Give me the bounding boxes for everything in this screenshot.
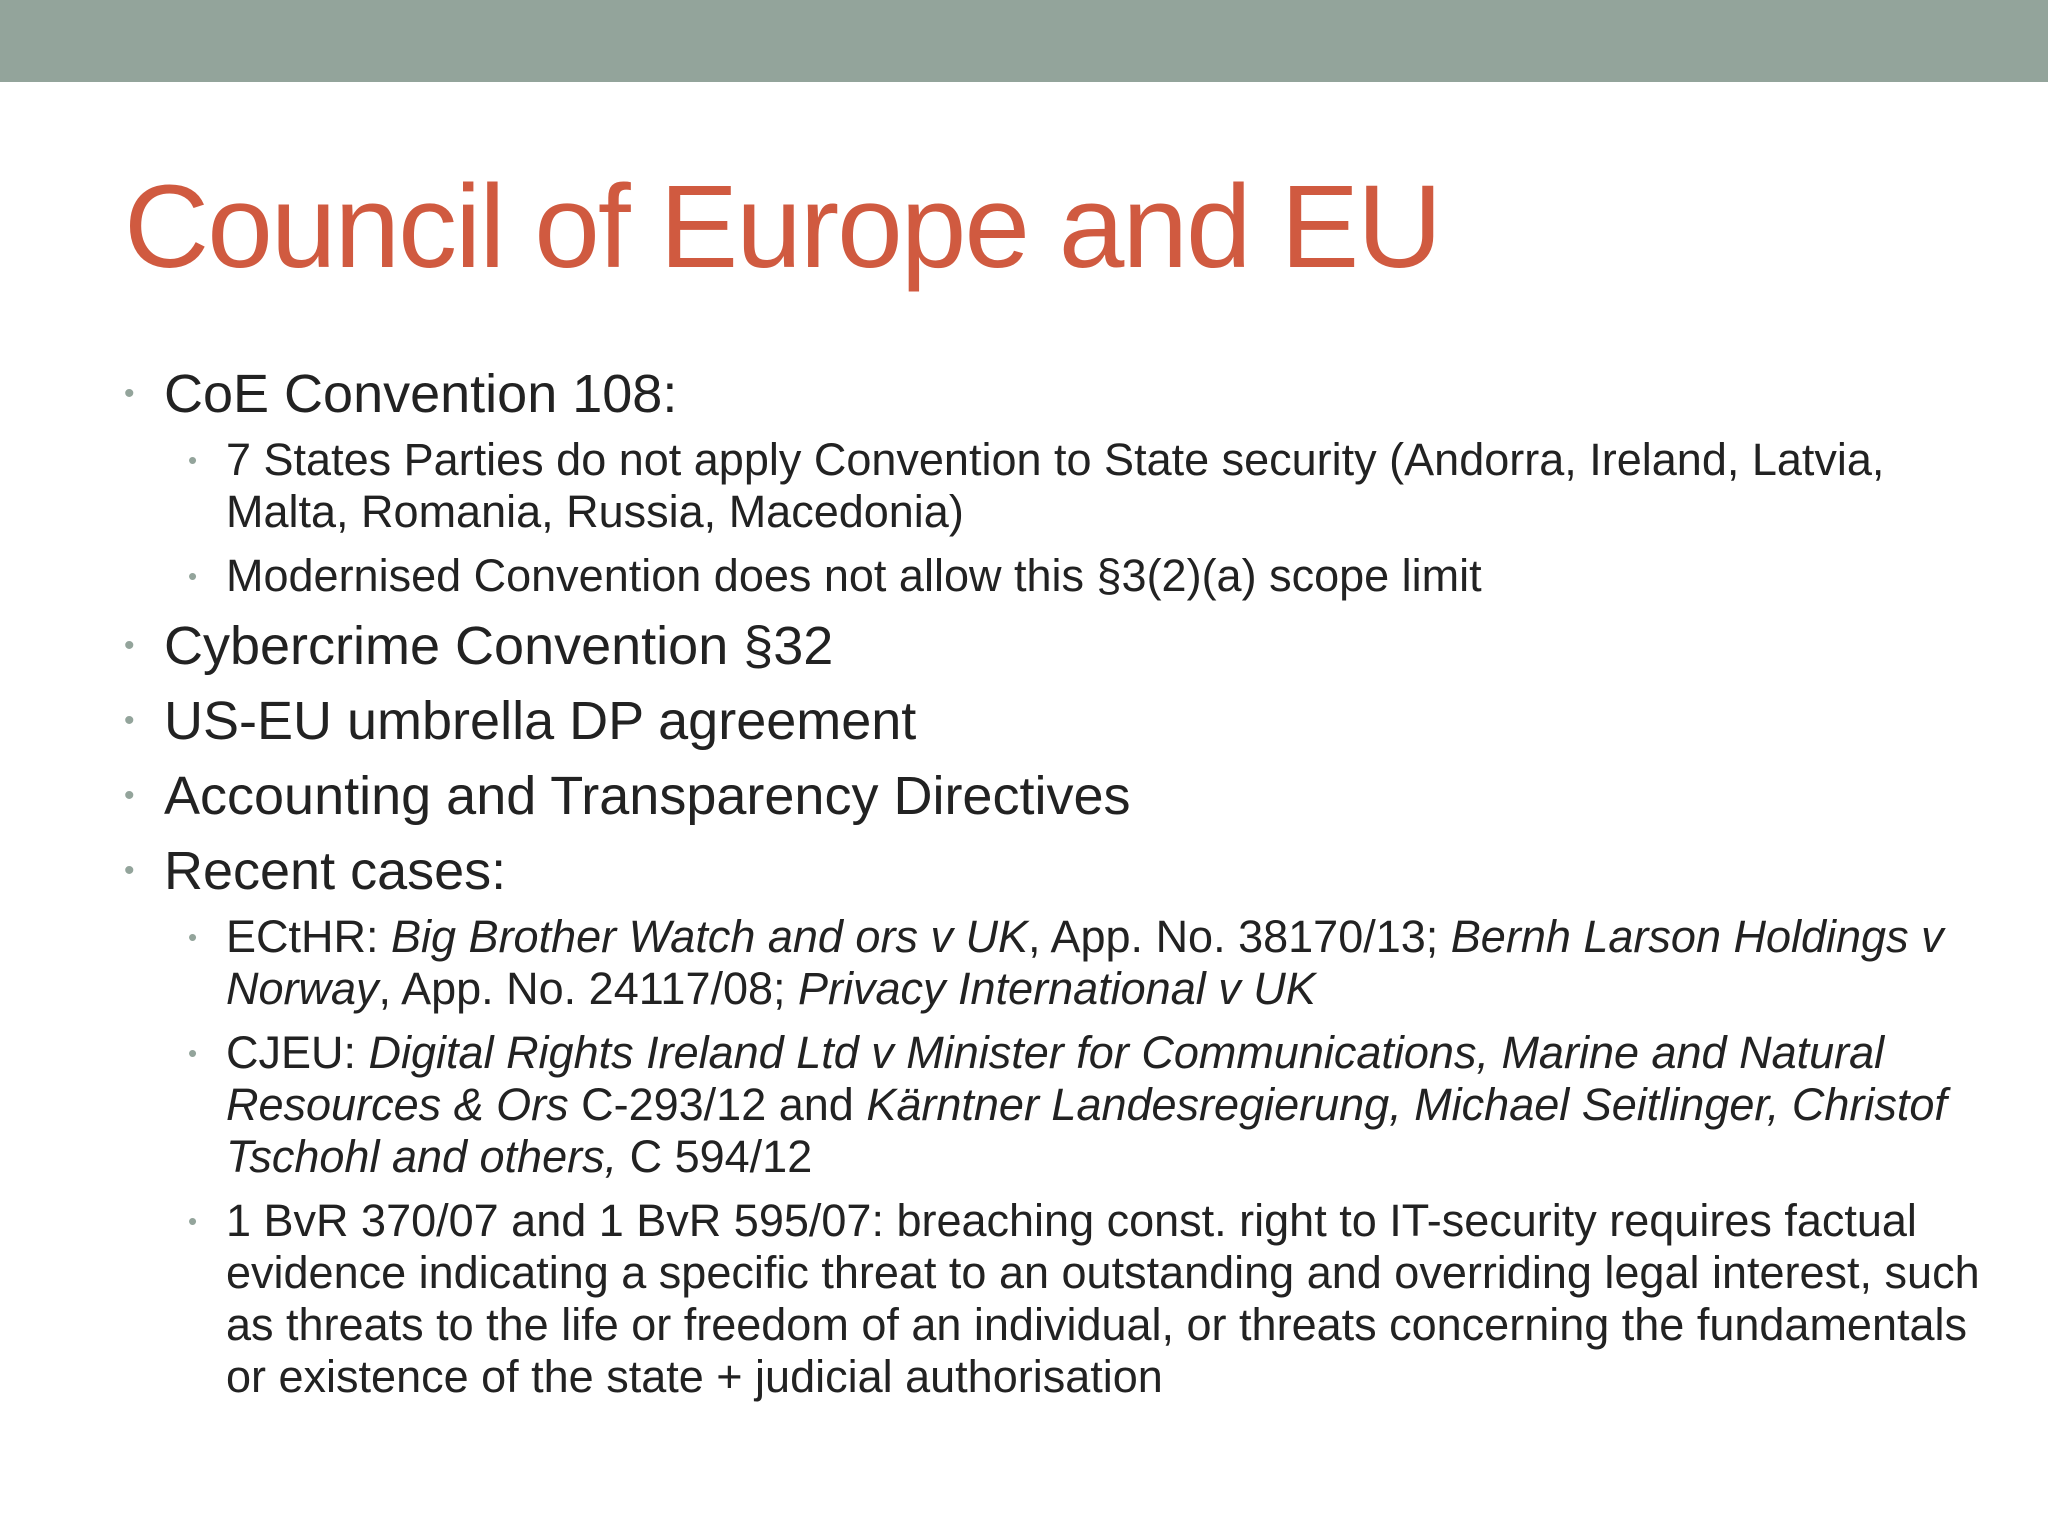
bullet-list bbox=[124, 362, 2004, 1403]
slide-content bbox=[124, 362, 2004, 1415]
sub-item-modernised-convention bbox=[164, 550, 2004, 602]
bullet-icon: • bbox=[188, 1038, 198, 1068]
top-accent-bar bbox=[0, 0, 2048, 82]
list-item-text: CoE Convention 108: bbox=[164, 364, 678, 424]
bullet-icon: • bbox=[124, 779, 135, 812]
bullet-icon: • bbox=[188, 1206, 198, 1236]
case-name: Digital Rights Ireland Ltd v Minister for Communications, Marine and Natural Resources & Ors bbox=[226, 1027, 1885, 1130]
case-name: Big Brother Watch and ors v UK bbox=[391, 911, 1028, 962]
list-item-text: Cybercrime Convention §32 bbox=[164, 616, 834, 676]
sub-item-bvr-decision bbox=[164, 1195, 2004, 1403]
sub-list bbox=[164, 434, 2004, 602]
sub-item-text: 7 States Parties do not apply Convention to State security (Andorra, Ireland, Latvia, Malta, Romania, Russia, Macedonia) bbox=[226, 434, 1885, 537]
list-item-accounting-directives bbox=[124, 764, 2004, 828]
list-item-text: US-EU umbrella DP agreement bbox=[164, 691, 917, 751]
sub-list bbox=[164, 911, 2004, 1403]
bullet-icon: • bbox=[124, 854, 135, 887]
case-reference: , App. No. 24117/08; bbox=[378, 963, 799, 1014]
bullet-icon: • bbox=[188, 445, 198, 475]
sub-item-cjeu bbox=[164, 1027, 2004, 1183]
bullet-icon: • bbox=[124, 704, 135, 737]
slide-title: Council of Europe and EU bbox=[124, 161, 1441, 293]
list-item-text: Recent cases: bbox=[164, 841, 507, 901]
bullet-icon: • bbox=[124, 377, 135, 410]
sub-item-ecthr bbox=[164, 911, 2004, 1015]
case-reference: C 594/12 bbox=[617, 1131, 813, 1182]
list-item-recent-cases bbox=[124, 839, 2004, 1403]
sub-item-states-parties bbox=[164, 434, 2004, 538]
case-name: Privacy International v UK bbox=[798, 963, 1316, 1014]
case-court-label: ECtHR: bbox=[226, 911, 392, 962]
case-reference: , App. No. 38170/13; bbox=[1027, 911, 1451, 962]
case-name: Bernh Larson Holdings v Norway bbox=[226, 911, 1944, 1014]
sub-item-text: 1 BvR 370/07 and 1 BvR 595/07: breaching const. right to IT-security requires factual evidence indicating a specific threat to an outstanding and overriding legal interest, such as threats to the life or freedom of an individual, or threats concerning the fundamentals or existence of the state + judicial authorisation bbox=[226, 1195, 1980, 1402]
case-name: Kärntner Landesregierung, Michael Seitlinger, Christof Tschohl and others, bbox=[226, 1079, 1947, 1182]
list-item-text: Accounting and Transparency Directives bbox=[164, 766, 1131, 826]
case-court-label: CJEU: bbox=[226, 1027, 369, 1078]
case-reference: C-293/12 and bbox=[568, 1079, 867, 1130]
bullet-icon: • bbox=[124, 629, 135, 662]
bullet-icon: • bbox=[188, 561, 198, 591]
sub-item-text: Modernised Convention does not allow this §3(2)(a) scope limit bbox=[226, 550, 1482, 601]
bullet-icon: • bbox=[188, 922, 198, 952]
list-item-umbrella-agreement bbox=[124, 689, 2004, 753]
list-item-coe-convention bbox=[124, 362, 2004, 602]
list-item-cybercrime-convention bbox=[124, 614, 2004, 678]
